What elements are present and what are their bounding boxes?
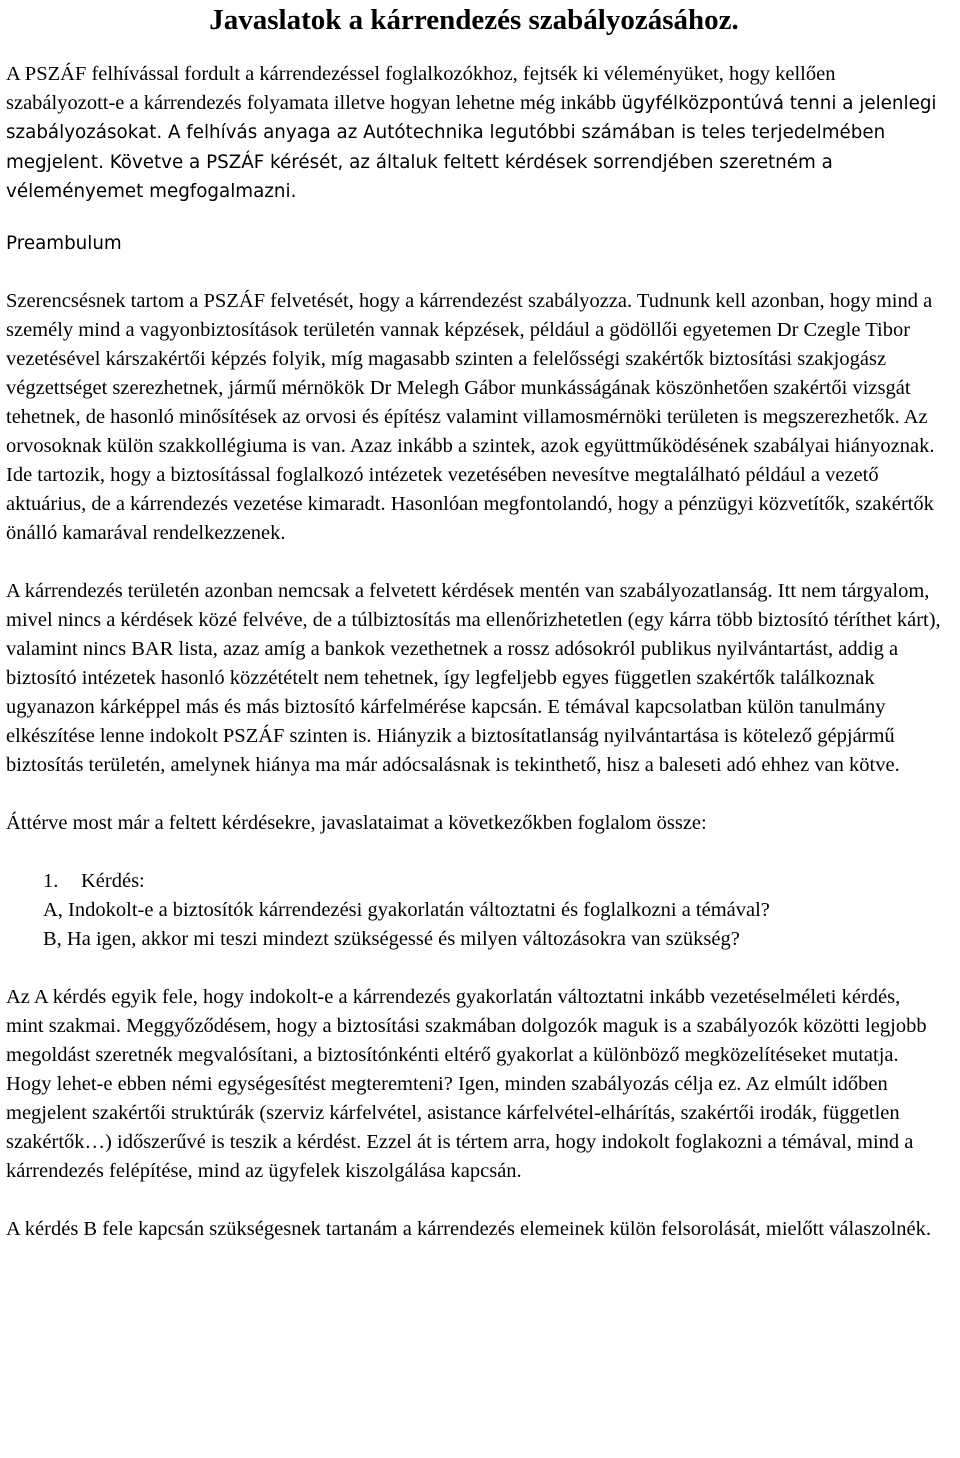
question-block [43, 867, 942, 954]
intro-text-serif: A PSZÁF felhívással fordult a kárrendezéssel foglalkozókhoz, fejtsék ki véleményüket, hogy kellően szabályozott-e a kárrendezés folyamata illetve hogyan lehetne még inkább [6, 63, 836, 114]
paragraph-szabalyozatlansag: A kárrendezés területén azonban nemcsak a felvetett kérdések mentén van szabályozatlanság. Itt nem tárgyalom, mivel nincs a kérdések közé felvéve, de a túlbiztosítás ma ellenőrizhetetlen (egy kárra több biztosító téríthet kárt), valamint nincs BAR lista, azaz amíg a bankok vezethetnek a rossz adósokról publikus nyilvántartást, addig a biztosító intézetek hasonló közzétételt nem tehetnek, így legfeljebb egyes független szakértők találkoznak ugyanazon kárképpel más és más biztosító kárfelmérése kapcsán. E témával kapcsolatban külön tanulmány elkészítése lenne indokolt PSZÁF szinten is. Hiányzik a biztosítatlanság nyilvántartása is kötelező gépjármű biztosítás területén, amelynek hiánya ma már adócsalásnak is tekinthető, hisz a baleseti adó ehhez van kötve. [6, 579, 941, 776]
question-line-a: A, Indokolt-e a biztosítók kárrendezési gyakorlatán változtatni és foglalkozni a témával? [43, 898, 770, 921]
intro-text-sans: ügyfélközpontúvá tenni a jelenlegi szabályozásokat. A felhívás anyaga az Autótechnika legutóbbi számában is teles terjedelmében megjelent. Követve a PSZÁF kérését, az általuk feltett kérdések sorrendjében szeretném a véleményemet megfogalmazni. [6, 92, 937, 202]
intro-paragraph [6, 60, 942, 207]
section-heading-preambulum: Preambulum [6, 232, 122, 254]
paragraph-atterve: Áttérve most már a feltett kérdésekre, javaslataimat a következőkben foglalom össze: [6, 811, 707, 834]
question-line-b: B, Ha igen, akkor mi teszi mindezt szükségessé és milyen változásokra van szükség? [43, 927, 740, 950]
question-label: Kérdés: [81, 869, 145, 892]
document-title: Javaslatok a kárrendezés szabályozásához. [209, 4, 739, 36]
question-number: 1. [43, 869, 59, 892]
paragraph-answer-b: A kérdés B fele kapcsán szükségesnek tartanám a kárrendezés elemeinek külön felsorolását, mielőtt válaszolnék. [6, 1217, 931, 1240]
paragraph-answer-a: Az A kérdés egyik fele, hogy indokolt-e a kárrendezés gyakorlatán változtatni inkább vezetéselméleti kérdés, mint szakmai. Meggyőződésem, hogy a biztosítási szakmában dolgozók maguk is a szabályozók közötti legjobb megoldást szeretnék megvalósítani, a biztosítónkénti eltérő gyakorlat a különböző megközelítéseket mutatja. Hogy lehet-e ebben némi egységesítést megteremteni? Igen, minden szabályozás célja ez. Az elmúlt időben megjelent szakértői struktúrák (szerviz kárfelvétel, asistance kárfelvétel-elhárítás, szakértői irodák, független szakértők…) időszerűvé is teszik a kérdést. Ezzel át is tértem arra, hogy indokolt foglakozni a témával, mind a kárrendezés felépítése, mind az ügyfelek kiszolgálása kapcsán. [6, 985, 927, 1182]
paragraph-preambulum: Szerencsésnek tartom a PSZÁF felvetését, hogy a kárrendezést szabályozza. Tudnunk kell azonban, hogy mind a személy mind a vagyonbiztosítások területén vannak képzések, például a gödöllői egyetemen Dr Czegle Tibor vezetésével kárszakértői képzés folyik, míg magasabb szinten a felelősségi szakértők biztosítási szakjogász végzettséget szerezhetnek, jármű mérnökök Dr Melegh Gábor munkásságának köszönhetően szakértői vizsgát tehetnek, de hasonló minősítések az orvosi és építész valamint villamosmérnöki területen is megszerezhetők. Az orvosoknak külön szakkollégiuma is van. Azaz inkább a szintek, azok együttműködésének szabályai hiányoznak. Ide tartozik, hogy a biztosítással foglalkozó intézetek vezetésében nevesítve megtalálható például a vezető aktuárius, de a kárrendezés vezetése kimaradt. Hasonlóan megfontolandó, hogy a pénzügyi közvetítők, szakértők önálló kamarával rendelkezzenek. [6, 289, 935, 544]
question-heading [43, 867, 942, 896]
